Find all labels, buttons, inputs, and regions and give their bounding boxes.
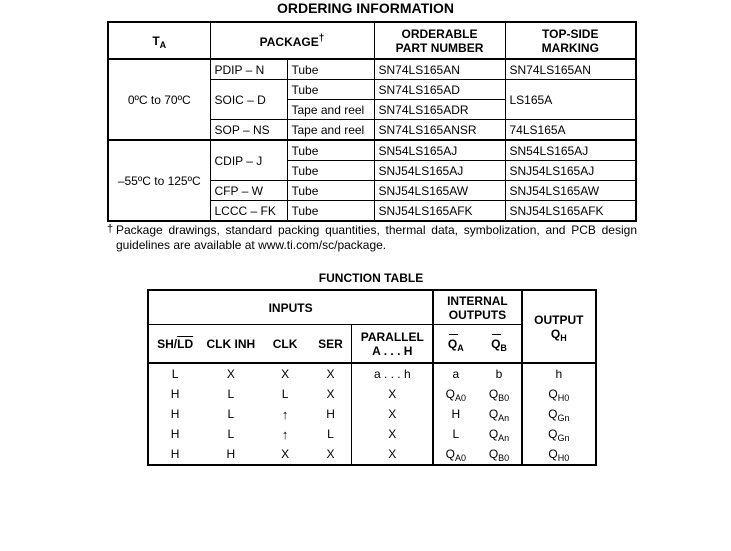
part-number-cell: SN74LS165ADR: [374, 100, 505, 120]
table-row: [108, 140, 636, 161]
media-cell: Tube: [287, 161, 374, 181]
ser-header: SER: [310, 325, 352, 364]
media-cell: Tube: [287, 181, 374, 201]
clk-inh-cell: L: [227, 427, 235, 441]
qh-cell: h: [522, 363, 596, 384]
clk-inh-cell: H: [226, 447, 236, 461]
temp-range-cell: –55ºC to 125ºC: [108, 140, 210, 221]
footnote-text: Package drawings, standard packing quantities, thermal data, symbolization, and PCB design guidelines are available at www.ti.com/sc/package.: [116, 223, 637, 252]
sh-ld-cell: L: [171, 367, 179, 381]
qb-cell: b: [495, 367, 503, 381]
parallel-cell: X: [352, 384, 433, 404]
parallel-cell: X: [352, 404, 433, 424]
clk-rising-edge-icon: ↑: [281, 426, 289, 442]
marking-cell: SNJ54LS165AW: [505, 181, 636, 201]
qh-cell: $Q_{H0}$: [522, 384, 596, 404]
sh-ld-cell: H: [170, 387, 180, 401]
clk-cell: L: [281, 387, 289, 401]
package-cell: CDIP – J: [210, 140, 287, 181]
qb-cell: $Q_{B0}$: [488, 387, 510, 403]
internal-outputs-header: INTERNAL OUTPUTS: [433, 290, 521, 325]
parallel-cell: X: [352, 444, 433, 465]
marking-cell: SN54LS165AJ: [505, 140, 636, 161]
marking-cell: SNJ54LS165AJ: [505, 161, 636, 181]
ser-cell: X: [326, 447, 335, 461]
function-header-row-1: [148, 290, 596, 325]
sh-ld-cell: H: [170, 447, 180, 461]
parallel-cell: X: [352, 424, 433, 444]
qh-cell: $Q_{Gn}$: [522, 404, 596, 424]
ser-cell: H: [326, 407, 335, 421]
ordering-information-title: ORDERING INFORMATION: [276, 0, 455, 16]
marking-cell: 74LS165A: [505, 120, 636, 141]
ordering-header-row: [108, 22, 636, 59]
function-table-title: FUNCTION TABLE: [318, 271, 424, 285]
clk-inh-cell: X: [226, 367, 235, 381]
clk-inh-cell: L: [227, 387, 235, 401]
marking-cell: LS165A: [505, 80, 636, 120]
sh-ld-header: $SH/\overline{LD}$: [148, 325, 201, 364]
qa-cell: $Q_{A0}$: [433, 444, 477, 465]
marking-cell: SN74LS165AN: [505, 59, 636, 80]
part-number-cell: SN74LS165ANSR: [374, 120, 505, 141]
media-cell: Tape and reel: [287, 120, 374, 141]
clk-cell: X: [281, 447, 290, 461]
part-number-cell: SN74LS165AD: [374, 80, 505, 100]
qa-cell: $Q_{A0}$: [433, 384, 477, 404]
media-cell: Tube: [287, 80, 374, 100]
marking-cell: SNJ54LS165AFK: [505, 201, 636, 222]
temp-range-cell: 0ºC to 70ºC: [108, 59, 210, 140]
qh-cell: $Q_{H0}$: [522, 444, 596, 465]
function-table: [147, 289, 597, 466]
sh-ld-cell: H: [170, 407, 180, 421]
ordering-information-table: [107, 21, 637, 222]
marking-header: TOP-SIDE MARKING: [505, 22, 636, 59]
package-cell: SOIC – D: [210, 80, 287, 120]
table-row: [148, 384, 596, 404]
qa-cell: H: [433, 404, 477, 424]
media-cell: Tape and reel: [287, 100, 374, 120]
qb-cell: $Q_{An}$: [488, 427, 510, 443]
clk-cell: X: [281, 367, 290, 381]
part-number-cell: SNJ54LS165AW: [374, 181, 505, 201]
qa-cell: a: [433, 363, 477, 384]
table-row: [148, 444, 596, 465]
package-cell: SOP – NS: [210, 120, 287, 141]
inputs-header: INPUTS: [148, 290, 433, 325]
media-cell: Tube: [287, 59, 374, 80]
part-number-cell: SNJ54LS165AJ: [374, 161, 505, 181]
ta-header: $T_A$: [108, 22, 210, 59]
qh-cell: $Q_{Gn}$: [522, 424, 596, 444]
qb-cell: $Q_{An}$: [488, 407, 510, 423]
ser-cell: X: [326, 367, 335, 381]
clk-rising-edge-icon: ↑: [281, 406, 289, 422]
table-row: [108, 59, 636, 80]
part-number-cell: SNJ54LS165AFK: [374, 201, 505, 222]
table-row: [148, 363, 596, 384]
output-header: OUTPUT $Q_H$: [522, 290, 596, 363]
package-cell: LCCC – FK: [210, 201, 287, 222]
part-number-header: ORDERABLE PART NUMBER: [374, 22, 505, 59]
package-cell: CFP – W: [210, 181, 287, 201]
qa-cell: L: [433, 424, 477, 444]
parallel-header: PARALLEL A . . . H: [352, 325, 433, 364]
package-footnote: [107, 223, 637, 253]
package-cell: PDIP – N: [210, 59, 287, 80]
clk-header: CLK: [260, 325, 309, 364]
table-row: [148, 424, 596, 444]
table-row: [148, 404, 596, 424]
media-cell: Tube: [287, 140, 374, 161]
clk-inh-header: CLK INH: [201, 325, 260, 364]
ser-cell: X: [326, 387, 335, 401]
ser-cell: L: [327, 427, 334, 441]
qb-header: $Q_B$: [477, 325, 521, 364]
package-header: PACKAGE†: [210, 22, 374, 59]
media-cell: Tube: [287, 201, 374, 222]
qa-header: $Q_A$: [433, 325, 477, 364]
part-number-cell: SN74LS165AN: [374, 59, 505, 80]
parallel-cell: a . . . h: [352, 363, 433, 384]
footnote-dagger: †: [107, 223, 114, 235]
part-number-cell: SN54LS165AJ: [374, 140, 505, 161]
sh-ld-cell: H: [170, 427, 180, 441]
qb-cell: $Q_{B0}$: [488, 447, 510, 463]
clk-inh-cell: L: [227, 407, 235, 421]
